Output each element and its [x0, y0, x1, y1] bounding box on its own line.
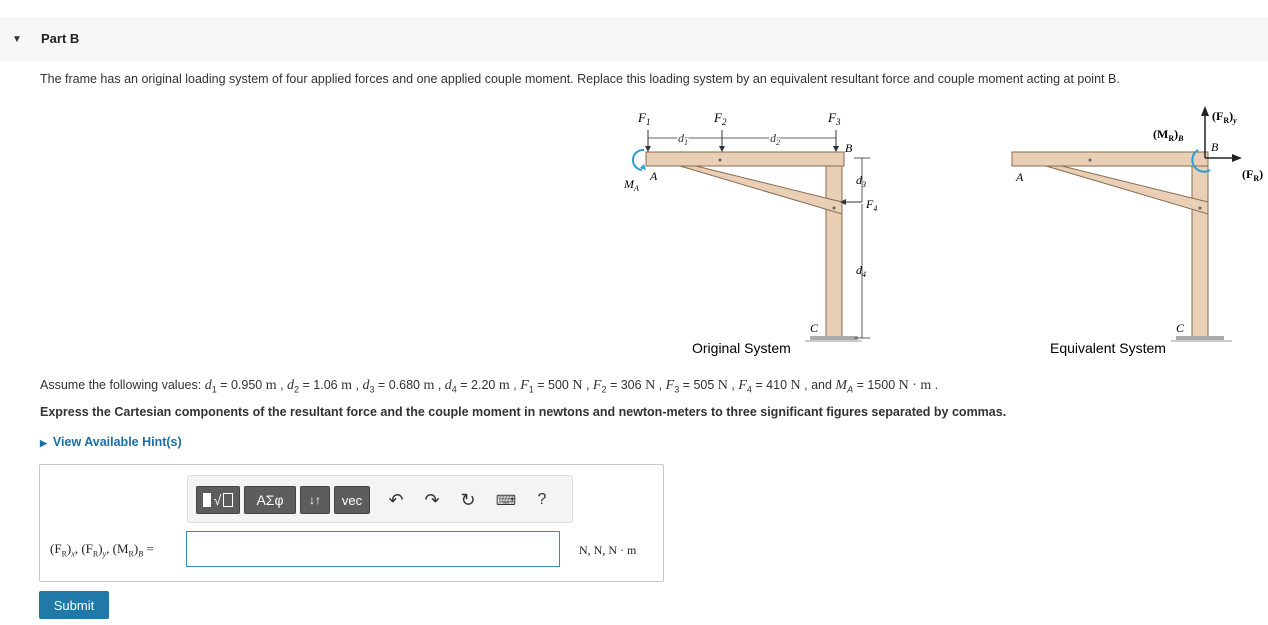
svg-text:(MR)B: $(M_R)_B$ [1153, 127, 1184, 143]
given-values: Assume the following values: $d_1 = 0.950$ m , $d_2 = 1.06$ m , $d_3 = 0.680$ m , $d_4 = 2.20$ m , $F_1 = 500$ N , $F_2 = 306$ N , $F_3 = 505$ N , $F_4 = 410$ N , and $M_A = 1500$ N · m . [40, 378, 939, 395]
answer-units: N, N, N · m [579, 543, 637, 557]
answer-label: $(F_R)_x$, $(F_R)_y$, $(M_R)_B$ = [50, 541, 154, 559]
view-hints-link[interactable] [40, 435, 182, 449]
svg-text:d2: $d_2$ [770, 131, 780, 147]
answer-input[interactable] [186, 531, 560, 567]
svg-text:A: A [1016, 170, 1024, 184]
subscript-superscript-button[interactable]: ↓↑ [300, 486, 330, 514]
expand-triangle-icon: ▶ [40, 438, 47, 448]
svg-text:C: C [1176, 321, 1185, 335]
keyboard-icon[interactable]: ⌨ [495, 491, 517, 508]
templates-button[interactable]: √ [196, 486, 240, 514]
frame-figure [600, 100, 1268, 362]
collapse-triangle-icon[interactable]: ▼ [12, 34, 22, 45]
svg-text:d4: $d_4$ [856, 263, 866, 279]
part-header[interactable] [0, 17, 1268, 61]
svg-text:Original System: Original System [692, 340, 791, 356]
part-title: Part B [41, 31, 80, 46]
hint-label: View Available Hint(s) [52, 435, 182, 449]
svg-text:B: B [845, 141, 853, 155]
instruction-text: Express the Cartesian components of the resultant force and the couple moment in newtons and newton-meters to three significant figures separated by commas. [40, 405, 1007, 419]
problem-statement: The frame has an original loading system of four applied forces and one applied couple moment. Replace this loading system by an equivalent resultant force and couple moment acting at point B. [40, 72, 1120, 86]
answer-box [39, 464, 664, 582]
svg-text:A: A [650, 169, 658, 183]
svg-text:F3: $F_3$ [828, 110, 841, 127]
original-system [623, 110, 877, 356]
redo-icon[interactable]: ↷ [424, 489, 440, 510]
vec-button[interactable]: vec [334, 486, 370, 514]
svg-text:F1: $F_1$ [638, 110, 651, 127]
equivalent-system [1012, 106, 1263, 356]
svg-text:F4: $F_4$ [866, 197, 878, 213]
reset-icon[interactable]: ↻ [460, 489, 476, 510]
math-toolbar [187, 475, 573, 523]
svg-text:C: C [810, 321, 819, 335]
svg-text:F2: $F_2$ [714, 110, 727, 127]
svg-text:(FR): $(F_R)$ [1242, 167, 1264, 183]
svg-text:B: B [1211, 140, 1219, 154]
help-icon[interactable]: ? [537, 491, 547, 508]
svg-text:Equivalent System: Equivalent System [1050, 340, 1166, 356]
greek-symbols-button[interactable]: ΑΣφ [244, 486, 296, 514]
submit-button[interactable]: Submit [39, 591, 109, 619]
undo-icon[interactable]: ↶ [388, 489, 404, 510]
svg-text:(FR)y: $(F_R)_y$ [1212, 109, 1237, 125]
svg-text:MA: $M_A$ [624, 177, 639, 193]
svg-text:d3: $d_3$ [856, 173, 866, 189]
svg-text:d1: $d_1$ [678, 131, 688, 147]
